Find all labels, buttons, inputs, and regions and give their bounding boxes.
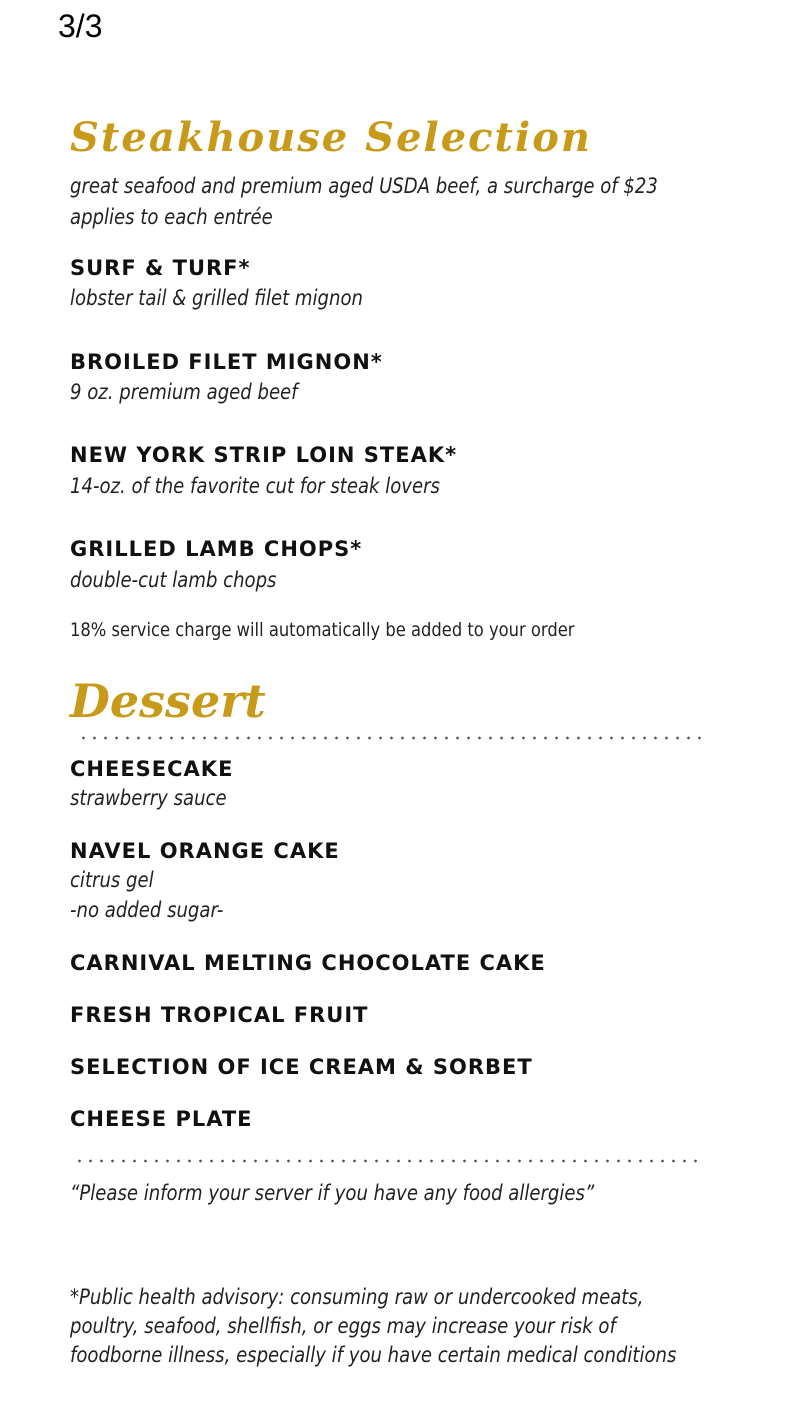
menu-item-description: lobster tail & grilled filet mignon [70,286,363,310]
menu-item-name: GRILLED LAMB CHOPS* [70,537,363,561]
dotted-divider [78,736,706,740]
menu-item-cheese-plate: CHEESE PLATE [70,1107,253,1131]
advisory-line: foodborne illness, especially if you have certain medical conditions [70,1343,677,1367]
menu-item-name: NAVEL ORANGE CAKE [70,839,340,863]
allergy-note: “Please inform your server if you have any food allergies” [70,1181,595,1205]
menu-item-chocolate-cake: CARNIVAL MELTING CHOCOLATE CAKE [70,951,546,975]
steakhouse-description-line2: applies to each entrée [70,205,273,229]
advisory-line: *Public health advisory: consuming raw or undercooked meats, [70,1285,644,1309]
menu-item-name: SURF & TURF* [70,256,251,280]
service-charge-note: 18% service charge will automatically be added to your order [70,619,575,641]
menu-item-note: -no added sugar- [70,898,224,922]
steakhouse-section-title: Steakhouse Selection [70,114,592,161]
menu-item-description: 14-oz. of the favorite cut for steak lovers [70,474,440,498]
advisory-line: poultry, seafood, shellfish, or eggs may increase your risk of [70,1314,616,1338]
steakhouse-description-line1: great seafood and premium aged USDA beef, a surcharge of $23 [70,174,658,198]
menu-item-description: double-cut lamb chops [70,568,277,592]
menu-item-name: BROILED FILET MIGNON* [70,350,383,374]
menu-item-tropical-fruit: FRESH TROPICAL FRUIT [70,1003,369,1027]
page-counter: 3/3 [58,8,103,44]
dessert-section-title: Dessert [70,674,266,728]
menu-item-description: 9 oz. premium aged beef [70,380,298,404]
menu-item-ice-cream-sorbet: SELECTION OF ICE CREAM & SORBET [70,1055,533,1079]
menu-item-name: CHEESECAKE [70,757,234,781]
menu-item-description: strawberry sauce [70,786,227,810]
menu-item-name: NEW YORK STRIP LOIN STEAK* [70,443,458,467]
menu-item-description: citrus gel [70,868,154,892]
dotted-divider [74,1159,702,1163]
